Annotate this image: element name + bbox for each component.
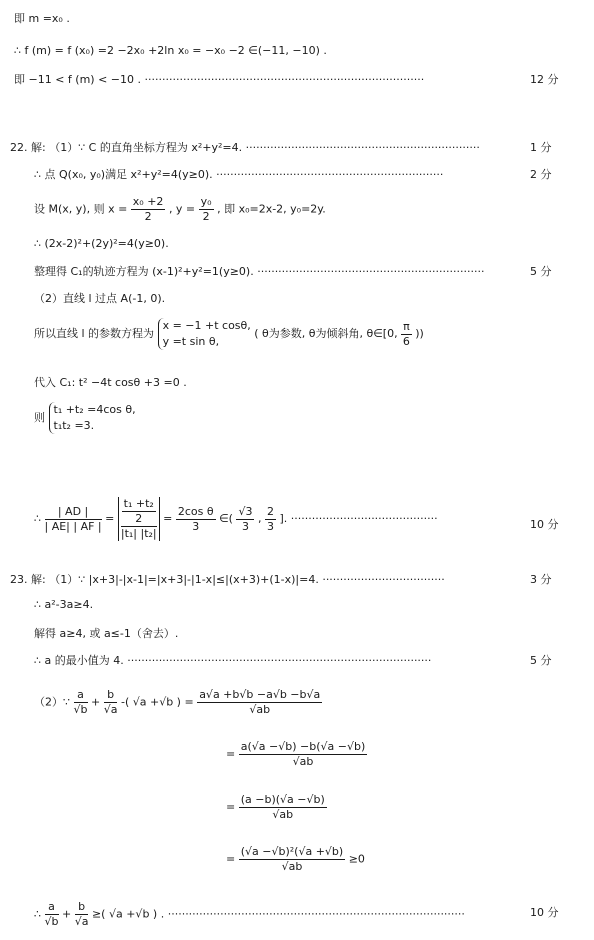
p22-line-1: 22. 解: （1）∵ C 的直角坐标方程为 x²+y²=4. ··································································· (10, 141, 480, 154)
p22-l10-frac-1 (45, 505, 102, 534)
p21-score-3: 12 分 (530, 73, 559, 86)
p22-score-2: 2 分 (530, 168, 552, 181)
p23-l6-frac (239, 740, 368, 769)
frac-num: 2cos θ (177, 504, 214, 518)
p23-line-5 (34, 688, 322, 717)
frac-num: a (74, 688, 88, 703)
frac-num: a√a +b√b −a√b −b√a (199, 688, 321, 701)
frac-den: √a (74, 915, 89, 928)
p23-line-4: ∴ a 的最小值为 4. ······················································································· (34, 654, 432, 667)
frac-num: t₁ +t₂ (123, 497, 154, 510)
p23-l7-frac (239, 793, 327, 822)
p22-line-10 (34, 497, 438, 541)
system-row-1: x = −1 +t cosθ, (162, 319, 251, 332)
p21-line-3: 即 −11 < f (m) < −10 . ················································································ (14, 73, 425, 86)
p22-l7-text-a: 所以直线 l 的参数方程为 (34, 327, 155, 340)
p22-l10-frac-5 (265, 505, 276, 534)
p23-l5-text-c: -( √a +√b ) = (120, 695, 194, 709)
p23-l9-text-b: + (62, 907, 72, 921)
frac-den: √a (103, 703, 118, 716)
p22-l3-frac-y (199, 195, 214, 224)
p22-l7-text-d: )) (415, 327, 424, 340)
frac-num: (a −b)(√a −√b) (240, 793, 325, 806)
frac-num: a(√a −√b) −b(√a −√b) (240, 740, 366, 753)
p22-line-6: （2）直线 l 过点 A(-1, 0). (34, 292, 166, 305)
p22-l10-frac-4 (236, 505, 254, 534)
frac-den: √ab (292, 755, 314, 768)
p23-l5-frac-1 (74, 688, 88, 717)
system-row-2: t₁t₂ =3. (53, 419, 95, 432)
p22-line-3 (34, 195, 326, 224)
p22-line-5: 整理得 C₁的轨迹方程为 (x-1)²+y²=1(y≥0). ································································· (34, 265, 485, 278)
frac-den: 6 (402, 334, 410, 348)
p23-l8-text-a: = (226, 852, 236, 866)
frac-num: a (45, 900, 59, 915)
p23-l5-text-b: + (91, 695, 101, 709)
p22-l10-text-d: ∈( (219, 512, 233, 525)
frac-num: 2 (266, 504, 274, 518)
p22-line-9 (34, 402, 136, 434)
p23-line-3: 解得 a≥4, 或 a≤-1（舍去）. (34, 627, 179, 640)
frac-den: 3 (241, 519, 249, 533)
p23-score-1: 3 分 (530, 573, 552, 586)
frac-den: 2 (144, 210, 152, 223)
p22-line-4: ∴ (2x-2)²+(2y)²=4(y≥0). (34, 237, 169, 250)
p22-score-10: 10 分 (530, 518, 559, 531)
system-row-2: y =t sin θ, (162, 335, 220, 348)
frac-num: y₀ (200, 195, 212, 208)
frac-den: √ab (249, 703, 271, 716)
frac-den: 3 (266, 519, 274, 533)
p23-l9-frac-1 (45, 900, 59, 929)
p22-l3-text-a: 设 M(x, y), 则 x = (34, 202, 128, 216)
p22-line-8: 代入 C₁: t² −4t cosθ +3 =0 . (34, 376, 187, 389)
frac-num: b (104, 688, 118, 703)
p23-score-4: 5 分 (530, 654, 552, 667)
p22-l10-text-a: ∴ (34, 512, 41, 525)
p22-l9-system (49, 402, 136, 434)
p23-line-6 (226, 740, 367, 769)
p22-l10-text-g: ]. ·········································· (279, 512, 438, 525)
frac-den: √b (44, 915, 59, 928)
p23-l8-text-b: ≥0 (348, 852, 365, 866)
p22-l10-frac-2 (118, 497, 160, 541)
p23-l5-frac-2 (104, 688, 118, 717)
p22-score-5: 5 分 (530, 265, 552, 278)
p22-l7-frac-pi (401, 320, 412, 349)
system-row-1: t₁ +t₂ =4cos θ, (53, 403, 136, 416)
p22-l10-text-c: = (163, 512, 173, 525)
p23-l5-frac-3 (197, 688, 322, 717)
p22-l10-text-e: , (257, 512, 262, 525)
frac-num: b (75, 900, 89, 915)
p23-l6-text-a: = (226, 747, 236, 761)
p22-l7-param-system (158, 318, 251, 350)
p21-line-1: 即 m =x₀ . (14, 12, 70, 25)
frac-den: |t₁| |t₂| (120, 527, 157, 540)
frac-den: | AE| | AF | (44, 519, 102, 533)
p23-line-8 (226, 845, 365, 874)
p22-l3-frac-x (131, 195, 166, 224)
p22-score-1: 1 分 (530, 141, 552, 154)
p23-l8-frac (239, 845, 346, 874)
p22-l10-text-b: = (105, 512, 115, 525)
p22-l3-text-b: , y = (168, 202, 196, 216)
p23-line-9 (34, 900, 465, 929)
p22-l7-text-c: ( θ为参数, θ为倾斜角, θ∈[0, (254, 327, 402, 340)
inner-frac (122, 497, 156, 526)
p23-l9-frac-2 (75, 900, 89, 929)
frac-den: 3 (192, 519, 200, 533)
p22-l9-text-a: 则 (34, 411, 45, 424)
p21-line-2: ∴ f (m) = f (x₀) =2 −2x₀ +2ln x₀ = −x₀ −2 ∈(−11, −10) . (14, 44, 327, 57)
frac-den: 2 (135, 512, 143, 525)
frac-den: √b (73, 703, 88, 716)
p23-line-7 (226, 793, 327, 822)
frac-den: 2 (202, 210, 210, 223)
p23-l9-text-a: ∴ (34, 907, 41, 921)
p23-l7-text-a: = (226, 800, 236, 814)
p22-line-7 (34, 318, 424, 350)
frac-den: √ab (281, 860, 303, 873)
frac-num: √3 (238, 504, 253, 518)
p22-l3-text-c: , 即 x₀=2x-2, y₀=2y. (217, 202, 326, 216)
p23-l5-text-a: （2）∵ (34, 695, 70, 709)
frac-num: x₀ +2 (132, 195, 164, 208)
frac-num: π (403, 319, 410, 333)
frac-num: (√a −√b)²(√a +√b) (240, 845, 344, 858)
p22-line-2: ∴ 点 Q(x₀, y₀)满足 x²+y²=4(y≥0). ································································· (34, 168, 444, 181)
p23-score-9: 10 分 (530, 906, 559, 919)
p23-line-2: ∴ a²-3a≥4. (34, 598, 94, 611)
frac-num (121, 497, 157, 527)
p22-l10-frac-3 (176, 505, 216, 534)
frac-den: √ab (272, 808, 294, 821)
p23-l9-text-c: ≥( √a +√b ) . ····················································································· (91, 907, 465, 921)
frac-num: | AD | (45, 505, 102, 520)
p23-line-1: 23. 解: （1）∵ |x+3|-|x-1|=|x+3|-|1-x|≤|(x+3)+(1-x)|=4. ··································· (10, 573, 445, 586)
